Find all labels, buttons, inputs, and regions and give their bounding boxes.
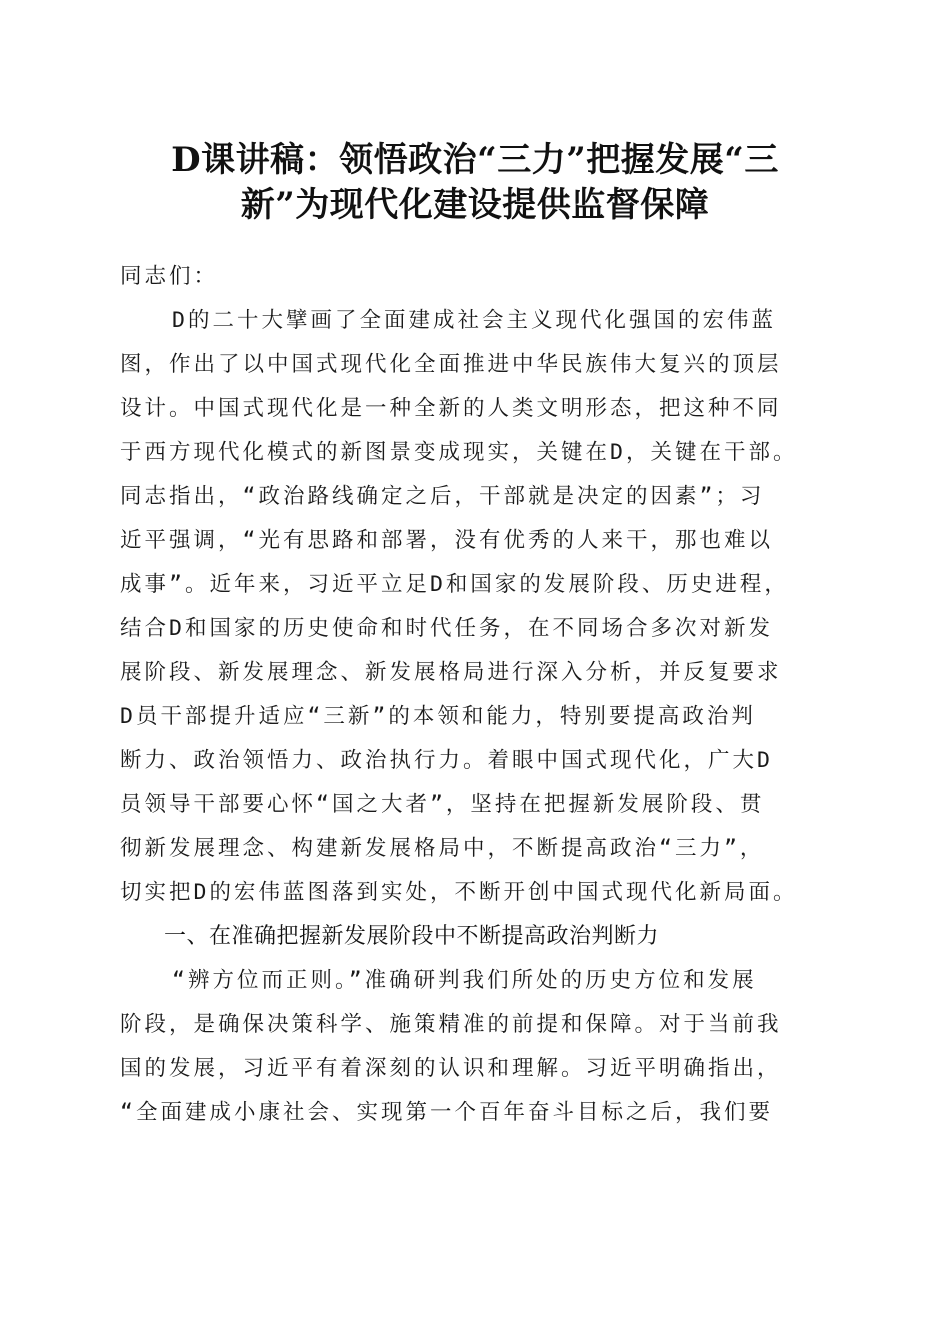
paragraph-1 bbox=[120, 299, 832, 915]
paragraph-line: 阶段，是确保决策科学、施策精准的前提和保障。对于当前我 bbox=[120, 1012, 782, 1037]
paragraph-line: 彻新发展理念、构建新发展格局中，不断提高政治“三力”， bbox=[120, 836, 765, 861]
document-body bbox=[120, 255, 832, 1135]
paragraph-line: “辨方位而正则。”准确研判我们所处的历史方位和发展 bbox=[172, 968, 757, 993]
paragraph-line: 员领导干部要心怀“国之大者”，坚持在把握新发展阶段、贯 bbox=[120, 792, 765, 817]
document-title bbox=[110, 138, 840, 228]
paragraph-line: 断力、政治领悟力、政治执行力。着眼中国式现代化，广大D bbox=[120, 748, 773, 773]
paragraph-line: “全面建成小康社会、实现第一个百年奋斗目标之后，我们要 bbox=[120, 1100, 773, 1125]
paragraph-line: 成事”。近年来，习近平立足D和国家的发展阶段、历史进程， bbox=[120, 572, 789, 597]
paragraph-line: 设计。中国式现代化是一种全新的人类文明形态，把这种不同 bbox=[120, 396, 782, 421]
paragraph-line: D员干部提升适应“三新”的本领和能力，特别要提高政治判 bbox=[120, 704, 756, 729]
paragraph-line: 于西方现代化模式的新图景变成现实，关键在D，关键在干部。 bbox=[120, 440, 798, 465]
paragraph-line: 国的发展，习近平有着深刻的认识和理解。习近平明确指出， bbox=[120, 1056, 782, 1081]
paragraph-line: 近平强调，“光有思路和部署，没有优秀的人来干，那也难以 bbox=[120, 528, 773, 553]
paragraph-line: 切实把D的宏伟蓝图落到实处，不断开创中国式现代化新局面。 bbox=[120, 880, 798, 905]
paragraph-line: 同志指出，“政治路线确定之后，干部就是决定的因素”；习 bbox=[120, 484, 765, 509]
title-line-1: D课讲稿：领悟政治“三力”把握发展“三 bbox=[171, 140, 779, 180]
title-line-2: 新”为现代化建设提供监督保障 bbox=[240, 185, 710, 225]
greeting: 同志们： bbox=[120, 264, 219, 289]
paragraph-line: D的二十大擘画了全面建成社会主义现代化强国的宏伟蓝 bbox=[172, 308, 776, 333]
paragraph-line: 图，作出了以中国式现代化全面推进中华民族伟大复兴的顶层 bbox=[120, 352, 782, 377]
paragraph-2 bbox=[120, 959, 832, 1135]
paragraph-line: 展阶段、新发展理念、新发展格局进行深入分析，并反复要求 bbox=[120, 660, 782, 685]
section-heading: 一、在准确把握新发展阶段中不断提高政治判断力 bbox=[164, 924, 660, 949]
paragraph-line: 结合D和国家的历史使命和时代任务，在不同场合多次对新发 bbox=[120, 616, 773, 641]
